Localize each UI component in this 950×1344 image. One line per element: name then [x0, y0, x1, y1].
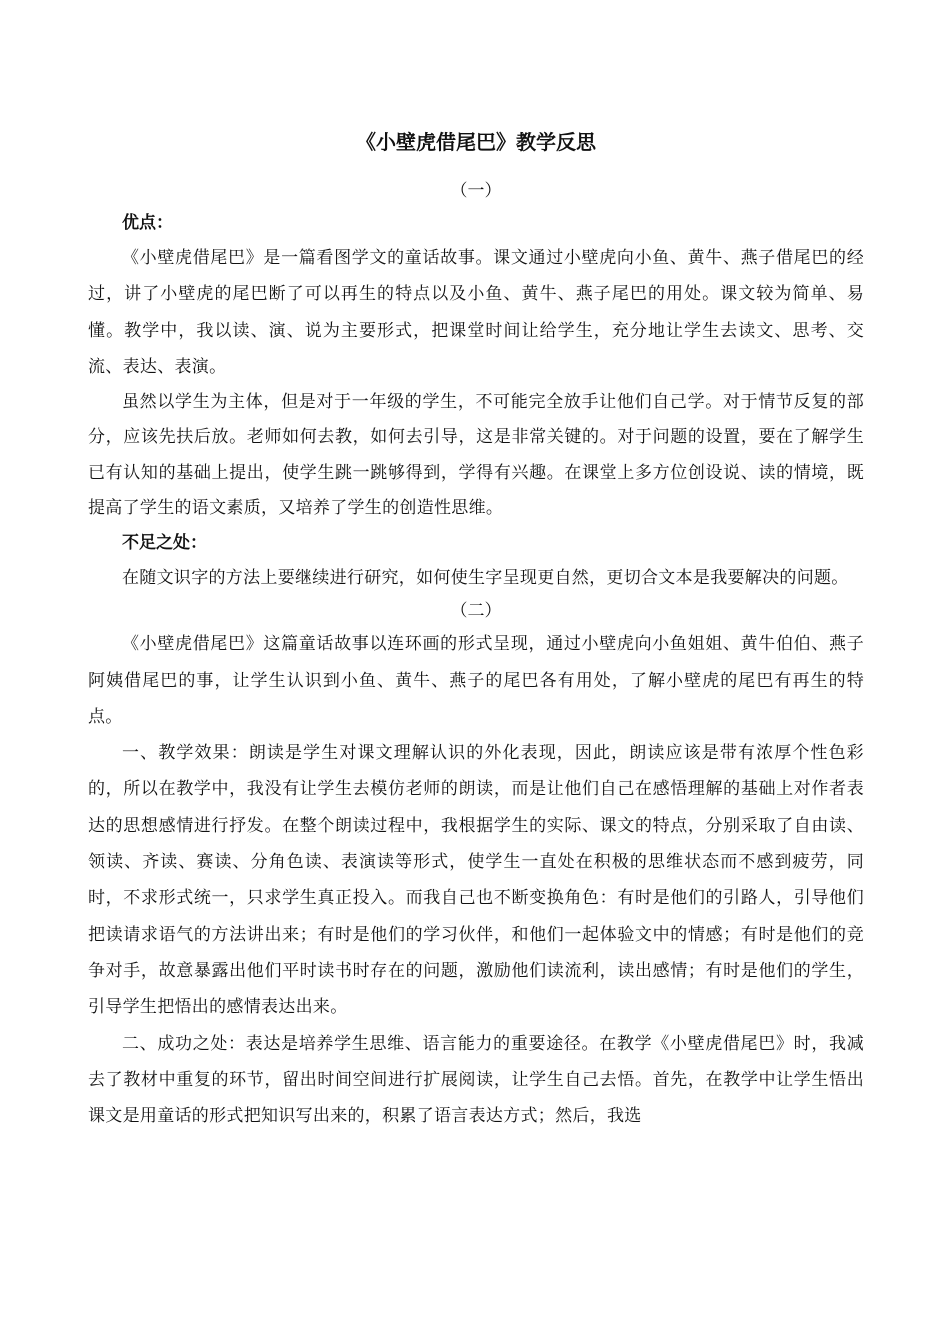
paragraph: 一、教学效果：朗读是学生对课文理解认识的外化表现，因此，朗读应该是带有浓厚个性色彩的，所以在教学中，我没有让学生去模仿老师的朗读，而是让他们自己在感悟理解的基础上对作者表达的思想感情进行抒发。在整个朗读过程中，我根据学生的实际、课文的特点，分别采取了自由读、领读、齐读、赛读、分角色读、表演读等形式，使学生一直处在积极的思维状态而不感到疲劳，同时，不求形式统一，只求学生真正投入。而我自己也不断变换角色：有时是他们的引路人，引导他们把读请求语气的方法讲出来；有时是他们的学习伙伴，和他们一起体验文中的情感；有时是他们的竞争对手，故意暴露出他们平时读书时存在的问题，激励他们读流利，读出感情；有时是他们的学生，引导学生把悟出的感情表达出来。: [88, 743, 864, 1018]
advantages-heading: 优点：: [122, 213, 173, 233]
paragraph: 虽然以学生为主体，但是对于一年级的学生，不可能完全放手让他们自己学。对于情节反复的部分，应该先扶后放。老师如何去教，如何去引导，这是非常关键的。对于问题的设置，要在了解学生已有认知的基础上提出，使学生跳一跳够得到，学得有兴趣。在课堂上多方位创设说、读的情境，既提高了学生的语文素质，又培养了学生的创造性思维。: [88, 392, 864, 518]
paragraph: 在随文识字的方法上要继续进行研究，如何使生字呈现更自然，更切合文本是我要解决的问题。: [122, 568, 849, 588]
paragraph: 《小壁虎借尾巴》这篇童话故事以连环画的形式呈现，通过小壁虎向小鱼姐姐、黄牛伯伯、燕子阿姨借尾巴的事，让学生认识到小鱼、黄牛、燕子的尾巴各有用处，了解小壁虎的尾巴有再生的特点。: [88, 634, 864, 727]
section-label-2: （二）: [450, 601, 502, 622]
section-label-1: （一）: [450, 181, 502, 201]
document-page: [88, 127, 864, 1134]
paragraph: 《小壁虎借尾巴》是一篇看图学文的童话故事。课文通过小壁虎向小鱼、黄牛、燕子借尾巴的经过，讲了小壁虎的尾巴断了可以再生的特点以及小鱼、黄牛、燕子尾巴的用处。课文较为简单、易懂。教学中，我以读、演、说为主要形式，把课堂时间让给学生，充分地让学生去读文、思考、交流、表达、表演。: [88, 248, 864, 377]
document-title: 《小壁虎借尾巴》教学反思: [356, 130, 596, 154]
paragraph: 二、成功之处：表达是培养学生思维、语言能力的重要途径。在教学《小壁虎借尾巴》时，我减去了教材中重复的环节，留出时间空间进行扩展阅读，让学生自己去悟。首先，在教学中让学生悟出课文是用童话的形式把知识写出来的，积累了语言表达方式；然后，我选: [88, 1033, 864, 1127]
shortcomings-heading: 不足之处：: [122, 533, 207, 553]
